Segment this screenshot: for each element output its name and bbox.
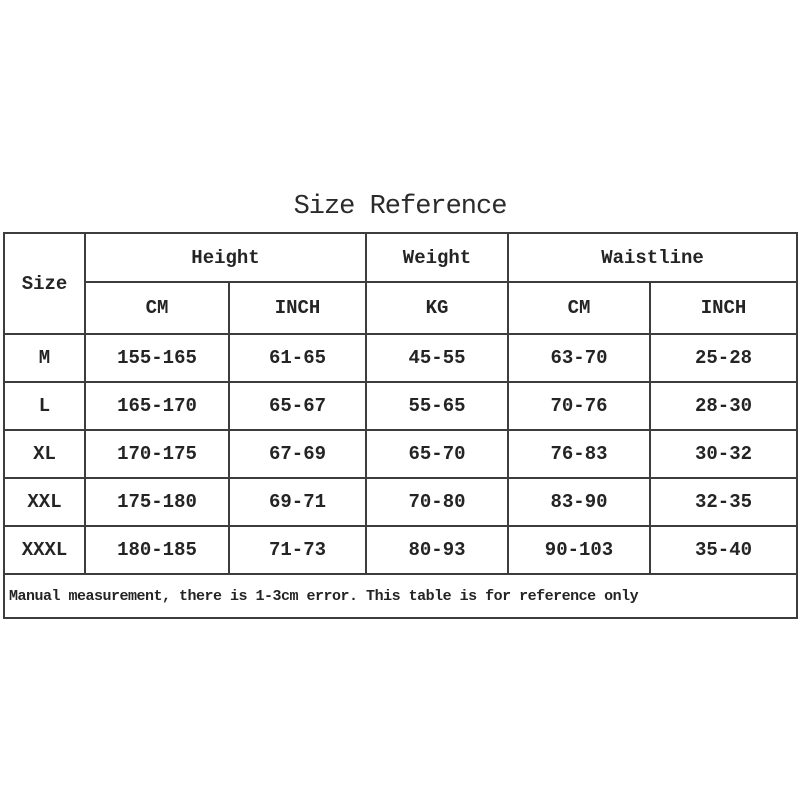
size-cell: L xyxy=(4,382,85,430)
data-cell: 35-40 xyxy=(650,526,797,574)
unit-header-height-cm: CM xyxy=(85,282,229,334)
size-cell: M xyxy=(4,334,85,382)
data-cell: 65-70 xyxy=(366,430,508,478)
size-cell: XXXL xyxy=(4,526,85,574)
data-cell: 90-103 xyxy=(508,526,650,574)
data-cell: 61-65 xyxy=(229,334,366,382)
data-cell: 170-175 xyxy=(85,430,229,478)
data-cell: 76-83 xyxy=(508,430,650,478)
group-header-weight: Weight xyxy=(366,233,508,282)
group-header-waistline: Waistline xyxy=(508,233,797,282)
data-cell: 175-180 xyxy=(85,478,229,526)
unit-header-weight-kg: KG xyxy=(366,282,508,334)
size-cell: XXL xyxy=(4,478,85,526)
size-cell: XL xyxy=(4,430,85,478)
table-row-xl xyxy=(4,430,797,478)
table-header-unit-row xyxy=(4,282,797,334)
data-cell: 70-76 xyxy=(508,382,650,430)
data-cell: 63-70 xyxy=(508,334,650,382)
data-cell: 30-32 xyxy=(650,430,797,478)
table-footnote-row xyxy=(4,574,797,618)
data-cell: 28-30 xyxy=(650,382,797,430)
data-cell: 165-170 xyxy=(85,382,229,430)
column-header-size: Size xyxy=(4,233,85,334)
data-cell: 70-80 xyxy=(366,478,508,526)
table-row-xxxl xyxy=(4,526,797,574)
data-cell: 155-165 xyxy=(85,334,229,382)
data-cell: 69-71 xyxy=(229,478,366,526)
page-title: Size Reference xyxy=(293,192,507,222)
data-cell: 65-67 xyxy=(229,382,366,430)
data-cell: 25-28 xyxy=(650,334,797,382)
table-row-l xyxy=(4,382,797,430)
footnote-text: Manual measurement, there is 1-3cm error. This table is for reference only xyxy=(4,574,797,618)
table-row-m xyxy=(4,334,797,382)
data-cell: 180-185 xyxy=(85,526,229,574)
data-cell: 71-73 xyxy=(229,526,366,574)
data-cell: 32-35 xyxy=(650,478,797,526)
data-cell: 67-69 xyxy=(229,430,366,478)
data-cell: 80-93 xyxy=(366,526,508,574)
data-cell: 83-90 xyxy=(508,478,650,526)
unit-header-waist-cm: CM xyxy=(508,282,650,334)
unit-header-height-inch: INCH xyxy=(229,282,366,334)
size-reference-table xyxy=(3,232,798,619)
data-cell: 55-65 xyxy=(366,382,508,430)
table-header-group-row xyxy=(4,233,797,282)
unit-header-waist-inch: INCH xyxy=(650,282,797,334)
table-row-xxl xyxy=(4,478,797,526)
data-cell: 45-55 xyxy=(366,334,508,382)
group-header-height: Height xyxy=(85,233,366,282)
